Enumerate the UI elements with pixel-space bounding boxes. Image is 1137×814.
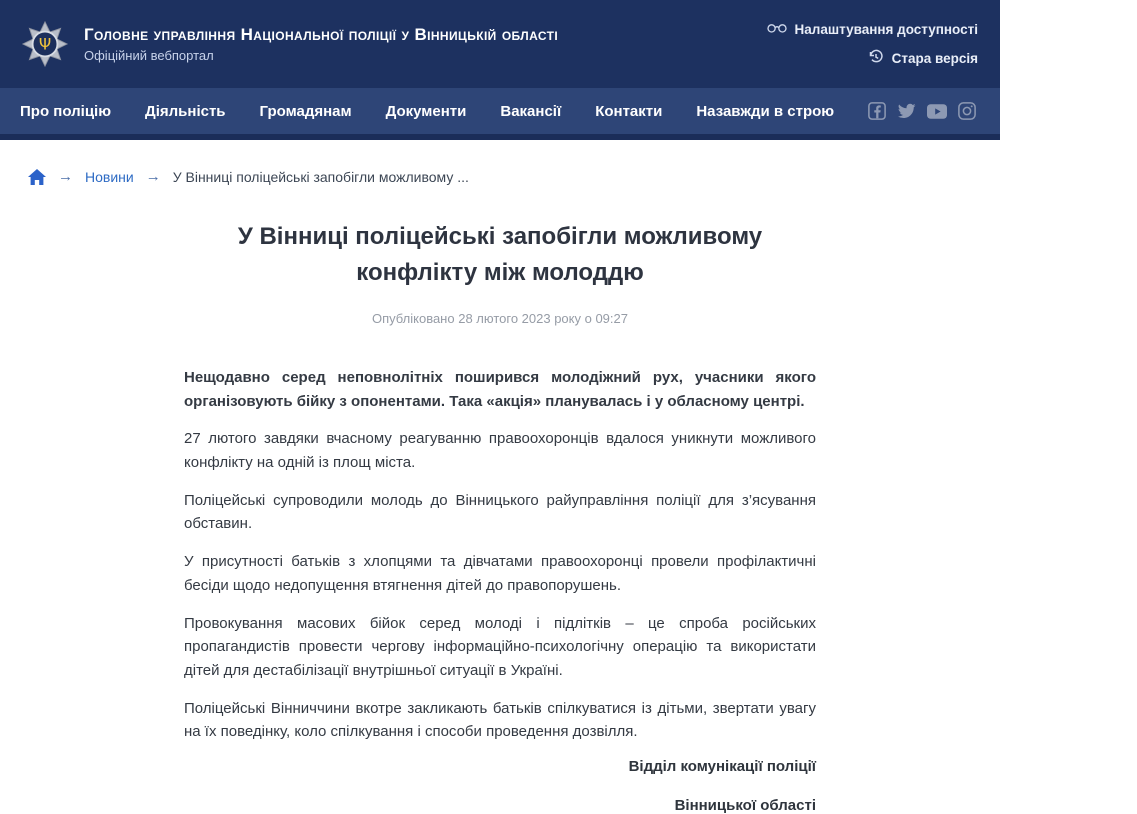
breadcrumb-current-page: У Вінниці поліцейські запобігли можливому ... [172,168,469,185]
instagram-icon[interactable] [958,102,976,120]
site-header [0,0,1000,88]
glasses-icon [767,22,787,37]
site-title: Головне управління Національної поліції у Вінницькій області [84,25,559,45]
article-paragraph: У присутності батьків з хлопцями та дівчатами правоохоронці провели профілактичні бесіди щодо недопущення втягнення дітей до правопорушень. [184,553,816,594]
youtube-icon[interactable] [927,104,947,119]
breadcrumb-arrow-icon: → [58,168,73,185]
nav-item-documents[interactable]: Документи [385,102,467,120]
article-byline [184,758,816,814]
breadcrumb [0,140,1000,185]
article-paragraph: Провокування масових бійок серед молоді і підлітків – це спроба російських пропагандистів провести чергову інформаційно-психологічну операцію та використати дітей для дестабілізації внутрішньої ситуації в Україні. [184,614,816,679]
article [184,219,816,814]
trident-icon: Ψ [38,34,52,54]
byline-region: Вінницької області [674,796,816,814]
twitter-icon[interactable] [897,103,916,120]
byline-department: Відділ комунікації поліції [628,757,816,775]
article-paragraph: 27 лютого завдяки вчасному реагуванню правоохоронців вдалося уникнути можливого конфлікту на одній із площ міста. [184,430,816,472]
breadcrumb-link-news[interactable]: Новини [85,168,134,185]
police-badge-logo [22,16,68,72]
social-links [868,102,976,120]
article-title: У Вінниці поліцейські запобігли можливому конфлікту між молоддю [237,223,763,286]
main-navigation [0,88,1137,134]
site-subtitle: Офіційний вебпортал [84,47,214,63]
old-version-link[interactable]: Стара версія [868,49,978,68]
home-icon[interactable] [28,169,46,185]
breadcrumb-arrow-icon: → [145,168,161,185]
article-published-date: Опубліковано 28 лютого 2023 року о 09:27 [372,311,628,326]
accessibility-settings-link[interactable]: Налаштування доступності [767,22,978,37]
search-icon [1062,100,1080,122]
site-logo-link[interactable] [22,16,558,72]
search-button[interactable]: Пошук [1062,100,1137,122]
article-body [184,366,816,744]
facebook-icon[interactable] [868,102,886,120]
article-paragraph: Нещодавно серед неповнолітніх поширився молодіжний рух, учасники якого організовують бійку з опонентами. Така «акція» планувалась і у обласному центрі. [184,369,816,410]
nav-item-forever-in-service[interactable]: Назавжди в строю [696,102,835,120]
history-icon [868,49,884,68]
article-paragraph: Поліцейські Вінниччини вкотре закликають батьків спілкуватися із дітьми, звертати увагу на їх поведінку, коло спілкування і способи проведення дозвілля. [184,699,816,741]
nav-item-about-police[interactable]: Про поліцію [20,102,112,120]
nav-item-activity[interactable]: Діяльність [145,102,226,120]
article-paragraph: Поліцейські супроводили молодь до Вінницького райуправління поліції для з’ясування обставин. [184,491,816,533]
nav-item-citizens[interactable]: Громадянам [259,102,352,120]
nav-item-contacts[interactable]: Контакти [595,102,663,120]
nav-item-vacancies[interactable]: Вакансії [500,102,562,120]
